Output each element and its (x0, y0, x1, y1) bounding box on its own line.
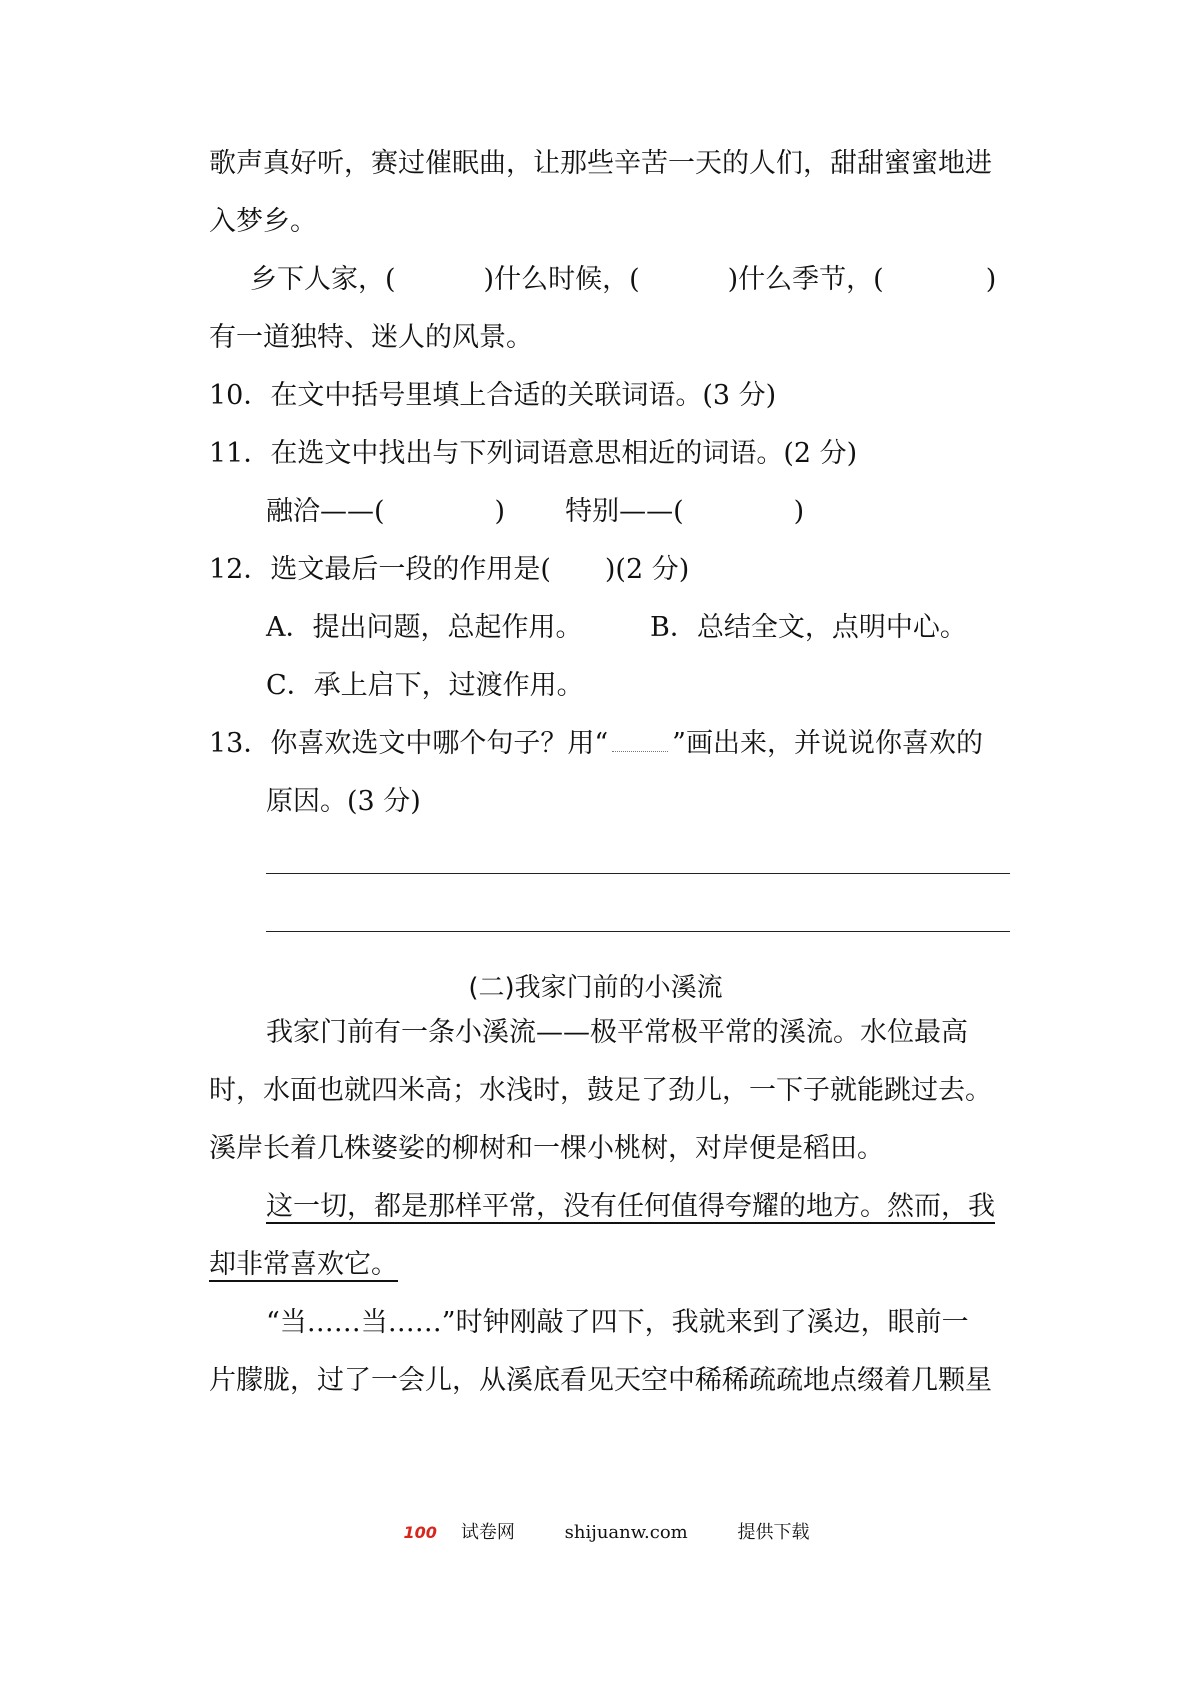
passage2-p3-line1: “当……当……”时钟刚敲了四下，我就来到了溪边，眼前一 (266, 1307, 969, 1338)
q12-option-b: B．总结全文，点明中心。 (650, 612, 967, 643)
dotted-mark-sample (612, 733, 668, 752)
passage1-line1: 歌声真好听，赛过催眠曲，让那些辛苦一天的人们，甜甜蜜蜜地进 (209, 148, 992, 179)
question-10: 10．在文中括号里填上合适的关联词语。(3 分) (209, 380, 777, 411)
question-13-line2: 原因。(3 分) (266, 786, 421, 817)
passage2-p1-line1: 我家门前有一条小溪流——极平常极平常的溪流。水位最高 (266, 1017, 968, 1048)
footer-logo-text: 试卷网 (460, 1522, 515, 1543)
q12-option-a: A．提出问题，总起作用。 (266, 612, 583, 643)
passage1-fill-paragraph (250, 262, 1010, 298)
q13-text-b: ”画出来，并说说你喜欢的 (672, 728, 983, 759)
question-11: 11．在选文中找出与下列词语意思相近的词语。(2 分) (209, 438, 858, 469)
passage1-line4: 有一道独特、迷人的风景。 (209, 322, 533, 353)
question-12: 12．选文最后一段的作用是( )(2 分) (209, 554, 690, 585)
fill-text-a: 乡下人家，( (250, 264, 396, 295)
passage2-p1-line3: 溪岸长着几株婆娑的柳树和一棵小桃树，对岸便是稻田。 (209, 1133, 884, 1164)
passage2-p1-line2: 时，水面也就四米高；水浅时，鼓足了劲儿，一下子就能跳过去。 (209, 1075, 992, 1106)
question-13 (209, 726, 983, 762)
question-11-words (266, 494, 804, 530)
passage2-p3-line2: 片朦胧，过了一会儿，从溪底看见天空中稀稀疏疏地点缀着几颗星 (209, 1365, 992, 1396)
footer-note: 提供下载 (737, 1522, 810, 1543)
answer-line-2[interactable] (266, 931, 1010, 932)
footer-site[interactable]: shijuanw.com (564, 1522, 688, 1543)
fill-text-b: )什么时候，( (483, 264, 640, 295)
passage1-line2: 入梦乡。 (209, 206, 317, 237)
q11-word2: 特别——( (565, 496, 684, 527)
fill-text-c: )什么季节，( (727, 264, 884, 295)
q12-option-c: C．承上启下，过渡作用。 (266, 670, 584, 701)
footer (0, 1520, 1191, 1546)
passage2-p2-line2-underlined: 却非常喜欢它。 (209, 1249, 398, 1280)
q13-text-a: 13．你喜欢选文中哪个句子？用“ (209, 728, 609, 759)
q11-word1-close: ) (494, 496, 506, 527)
q11-word2-close: ) (793, 496, 805, 527)
q11-word1: 融洽——( (266, 496, 385, 527)
passage2-p2-line1-underlined: 这一切，都是那样平常，没有任何值得夸耀的地方。然而，我 (266, 1191, 995, 1222)
answer-line-1[interactable] (266, 873, 1010, 874)
logo-100-icon: 100 (403, 1523, 437, 1542)
fill-text-d: ) (985, 264, 997, 295)
passage2-title: (二)我家门前的小溪流 (468, 973, 723, 1003)
